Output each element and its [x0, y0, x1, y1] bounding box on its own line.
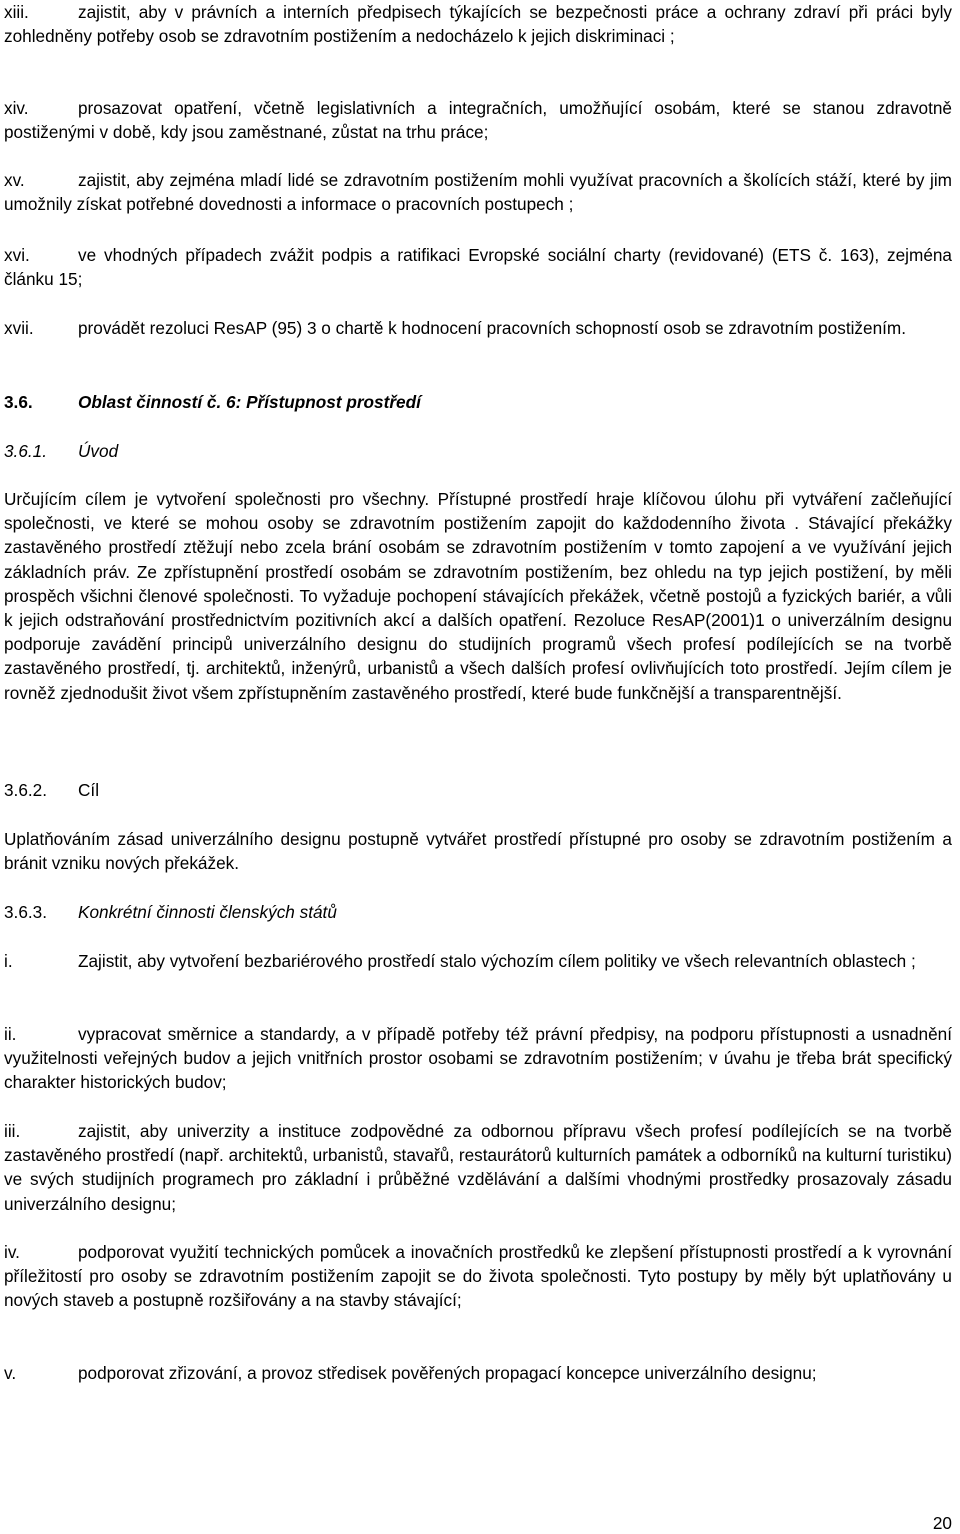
action-item-ii	[4, 1022, 952, 1095]
item-number: iii.	[4, 1121, 21, 1141]
item-number: xiii.	[4, 2, 29, 22]
subsection-number: 3.6.3.	[4, 902, 48, 922]
item-text: zajistit, aby zejména mladí lidé se zdravotním postižením mohli využívat pracovních a školících stáží, které by jim umožnily získat potřebné dovednosti a informace o pracovních postupech ;	[4, 170, 952, 215]
item-number: ii.	[4, 1024, 17, 1044]
subsection-number: 3.6.1.	[4, 441, 48, 461]
list-item-xiv	[4, 96, 952, 144]
action-item-i	[4, 949, 952, 973]
page-number: 20	[932, 1513, 952, 1533]
subsection-heading-intro	[4, 439, 118, 463]
item-number: iv.	[4, 1242, 20, 1262]
item-text: ve vhodných případech zvážit podpis a ratifikaci Evropské sociální charty (revidované) (ETS č. 163), zejména článku 15;	[4, 245, 952, 290]
item-text: vypracovat směrnice a standardy, a v případě potřeby též právní předpisy, na podporu přístupnosti a usnadnění využitelnosti veřejných budov a jejich vnitřních prostor osobami se zdravotním postižením; v úvahu je třeba brát specifický charakter historických budov;	[4, 1024, 952, 1093]
list-item-xv	[4, 168, 952, 216]
subsection-heading-goal	[4, 778, 99, 802]
item-number: i.	[4, 951, 13, 971]
goal-paragraph: Uplatňováním zásad univerzálního designu postupně vytvářet prostředí přístupné pro osoby se zdravotním postižením a bránit vzniku nových překážek.	[4, 829, 952, 874]
item-text: provádět rezoluci ResAP (95) 3 o chartě k hodnocení pracovních schopností osob se zdravotním postižením.	[78, 318, 906, 338]
subsection-title: Úvod	[78, 441, 119, 461]
list-item-xvii	[4, 316, 952, 340]
section-title: Oblast činností č. 6: Přístupnost prostředí	[78, 392, 421, 412]
item-text: zajistit, aby univerzity a instituce zodpovědné za odbornou přípravu všech profesí podílejících se na tvorbě zastavěného prostředí (např. architektů, urbanistů, stavařů, restaurátorů kulturních památek a odborníků na kulturní turistiku) ve svých studijních programech pro základní i průběžné vzdělávání a dalšími vhodnými prostředky prosazovaly zásadu univerzálního designu;	[4, 1121, 952, 1214]
item-number: xvi.	[4, 245, 30, 265]
section-number: 3.6.	[4, 392, 33, 412]
item-number: v.	[4, 1363, 17, 1383]
intro-paragraph: Určujícím cílem je vytvoření společnosti pro všechny. Přístupné prostředí hraje klíčovou úlohu při vytváření začleňující společnosti, ve které se mohou osoby se zdravotním postižením zapojit do každodenního života . Stávající překážky zastavěného prostředí ztěžují nebo zcela brání osobám se zdravotním postižením v tomto zapojení a ve využívání jejich základních práv. Ze zpřístupnění prostředí osobám se zdravotním postižením, bez ohledu na typ jejich postižení, by měli prospěch všichni členové společnosti. To vyžaduje pochopení stávajících překážek, včetně postojů a fyzických bariér, a vůli k jejich odstraňování prostřednictvím pozitivních akcí a dalších opatření. Rezoluce ResAP(2001)1 o univerzálním designu podporuje zavádění principů univerzálního designu do studijních programů všech profesí podílejících se na tvorbě zastavěného prostředí, tj. architektů, inženýrů, urbanistů a všech dalších profesí ovlivňujících toto prostředí. Jejím cílem je rovněž zjednodušit život všem zpřístupněním zastavěného prostředí, které bude funkčnější a transparentnější.	[4, 489, 952, 703]
item-text: Zajistit, aby vytvoření bezbariérového prostředí stalo výchozím cílem politiky ve všech relevantních oblastech ;	[78, 951, 916, 971]
list-item-xvi	[4, 243, 952, 291]
item-text: podporovat zřizování, a provoz středisek pověřených propagací koncepce univerzálního designu;	[78, 1363, 817, 1383]
item-text: zajistit, aby v právních a interních předpisech týkajících se bezpečnosti práce a ochrany zdraví při práci byly zohledněny potřeby osob se zdravotním postižením a nedocházelo k jejich diskriminaci ;	[4, 2, 952, 47]
subsection-number: 3.6.2.	[4, 780, 48, 800]
item-text: podporovat využití technických pomůcek a inovačních prostředků ke zlepšení přístupnosti prostředí a k vyrovnání příležitostí pro osoby se zdravotním postižením zapojit se do života společnosti. Tyto postupy by měly být uplatňovány u nových staveb a postupně rozšiřovány a na stavby stávající;	[4, 1242, 952, 1311]
list-item-xiii	[4, 0, 952, 48]
item-text: prosazovat opatření, včetně legislativních a integračních, umožňující osobám, které se stanou zdravotně postiženými v době, kdy jsou zaměstnané, zůstat na trhu práce;	[4, 98, 952, 143]
subsection-title: Konkrétní činnosti členských států	[78, 902, 337, 922]
subsection-heading-actions	[4, 900, 337, 924]
action-item-iv	[4, 1240, 952, 1313]
item-number: xiv.	[4, 98, 29, 118]
section-heading	[4, 390, 421, 414]
action-item-iii	[4, 1119, 952, 1216]
item-number: xv.	[4, 170, 25, 190]
subsection-title: Cíl	[78, 780, 100, 800]
item-number: xvii.	[4, 318, 34, 338]
action-item-v	[4, 1361, 952, 1385]
